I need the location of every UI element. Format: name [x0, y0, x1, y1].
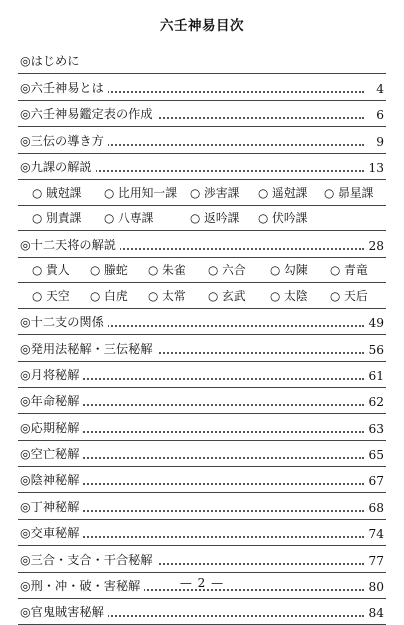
toc-subitem[interactable]: ○ 朱雀 — [148, 263, 186, 278]
toc-entry[interactable] — [18, 414, 386, 440]
toc-subitem[interactable]: ○ 八専課 — [104, 211, 154, 226]
toc-entry-page: 28 — [364, 239, 384, 253]
toc-entry-label: ◎官鬼賊害秘解 — [20, 603, 108, 620]
toc-entry-label: ◎九課の解説 — [20, 158, 96, 175]
toc-entry-label: ◎交車秘解 — [20, 524, 83, 541]
toc-entry-label: ◎空亡秘解 — [20, 445, 83, 462]
toc-entry-label: ◎発用法秘解・三伝秘解 — [20, 340, 157, 357]
toc-entry[interactable] — [18, 309, 386, 335]
toc-entry[interactable] — [18, 231, 386, 257]
toc-entry-label: ◎年命秘解 — [20, 392, 83, 409]
toc-entry-label: ◎陰神秘解 — [20, 471, 83, 488]
toc-entry-label: ◎三伝の導き方 — [20, 132, 108, 149]
kyuka-subitems-row-1 — [18, 180, 386, 206]
toc-entry[interactable] — [18, 467, 386, 493]
toc-entry-page: 4 — [364, 82, 384, 96]
toc-entry-page: 68 — [364, 501, 384, 515]
toc-entry-page: 56 — [364, 343, 384, 357]
toc-entry-page: 80 — [364, 580, 384, 594]
toc-entry[interactable] — [18, 599, 386, 625]
toc-entry-label: ◎刑・冲・破・害秘解 — [20, 577, 144, 594]
toc-entry-page: 6 — [364, 108, 384, 122]
kyuka-subitems-row-2 — [18, 206, 386, 232]
toc-entry[interactable] — [18, 74, 386, 100]
toc-entry-page: 61 — [364, 369, 384, 383]
toc-subitem[interactable]: ○ 螣蛇 — [90, 263, 128, 278]
toc-entry-page: 84 — [364, 606, 384, 620]
toc-entry-page: 63 — [364, 422, 384, 436]
toc-entry-page: 65 — [364, 448, 384, 462]
page-title: 六壬神易目次 — [160, 18, 244, 34]
tensho-subitems-row-1 — [18, 258, 386, 284]
toc-entry-label: ◎六壬神易とは — [20, 79, 108, 96]
toc-entry[interactable] — [18, 101, 386, 127]
toc-entry-page: 62 — [364, 395, 384, 409]
toc-entry-page: 49 — [364, 316, 384, 330]
toc-entry-label: ◎十二支の関係 — [20, 313, 108, 330]
toc-entry-page: 13 — [364, 161, 384, 175]
toc-entry[interactable] — [18, 520, 386, 546]
toc-entry-label: ◎十二天将の解説 — [20, 236, 120, 253]
toc-subitem[interactable]: ○ 太常 — [148, 288, 186, 303]
toc-subitem[interactable]: ○ 伏吟課 — [258, 211, 308, 226]
toc-entry[interactable] — [18, 127, 386, 153]
toc-subitem[interactable]: ○ 白虎 — [90, 288, 128, 303]
toc-entry-page: 67 — [364, 474, 384, 488]
toc-entry-page: 74 — [364, 527, 384, 541]
toc-subitem[interactable]: ○ 渉害課 — [190, 185, 240, 200]
toc-subitem[interactable]: ○ 貴人 — [32, 263, 70, 278]
toc-entry[interactable] — [18, 493, 386, 519]
toc-subitem[interactable]: ○ 天后 — [330, 288, 368, 303]
toc-entry-page: 77 — [364, 554, 384, 568]
toc-subitem[interactable]: ○ 天空 — [32, 288, 70, 303]
toc-subitem[interactable]: ○ 賊尅課 — [32, 185, 82, 200]
table-of-contents — [18, 48, 386, 625]
tensho-subitems-row-2 — [18, 283, 386, 309]
toc-entry-label: ◎六壬神易鑑定表の作成 — [20, 105, 157, 122]
toc-subitem[interactable]: ○ 返吟課 — [190, 211, 240, 226]
toc-entry[interactable] — [18, 388, 386, 414]
toc-entry[interactable] — [18, 546, 386, 572]
toc-subitem[interactable]: ○ 太陰 — [270, 288, 308, 303]
toc-subitem[interactable]: ○ 六合 — [208, 263, 246, 278]
toc-entry-intro[interactable] — [18, 48, 386, 74]
toc-entry-page: 9 — [364, 135, 384, 149]
toc-entry-label: ◎応期秘解 — [20, 419, 83, 436]
toc-entry-label: ◎月将秘解 — [20, 366, 83, 383]
toc-subitem[interactable]: ○ 遥尅課 — [258, 185, 308, 200]
toc-subitem[interactable]: ○ 比用知一課 — [104, 185, 178, 200]
toc-entry-label: ◎三合・支合・干合秘解 — [20, 551, 157, 568]
toc-subitem[interactable]: ○ 別責課 — [32, 211, 82, 226]
toc-subitem[interactable]: ○ 昴星課 — [324, 185, 374, 200]
page-number: — 2 — — [179, 576, 225, 590]
toc-entry-label: ◎丁神秘解 — [20, 498, 83, 515]
toc-entry[interactable] — [18, 441, 386, 467]
toc-entry[interactable] — [18, 362, 386, 388]
toc-subitem[interactable]: ○ 青竜 — [330, 263, 368, 278]
toc-entry-label: ◎はじめに — [20, 52, 83, 69]
toc-subitem[interactable]: ○ 玄武 — [208, 288, 246, 303]
toc-entry[interactable] — [18, 154, 386, 180]
toc-entry[interactable] — [18, 335, 386, 361]
toc-subitem[interactable]: ○ 勾陳 — [270, 263, 308, 278]
